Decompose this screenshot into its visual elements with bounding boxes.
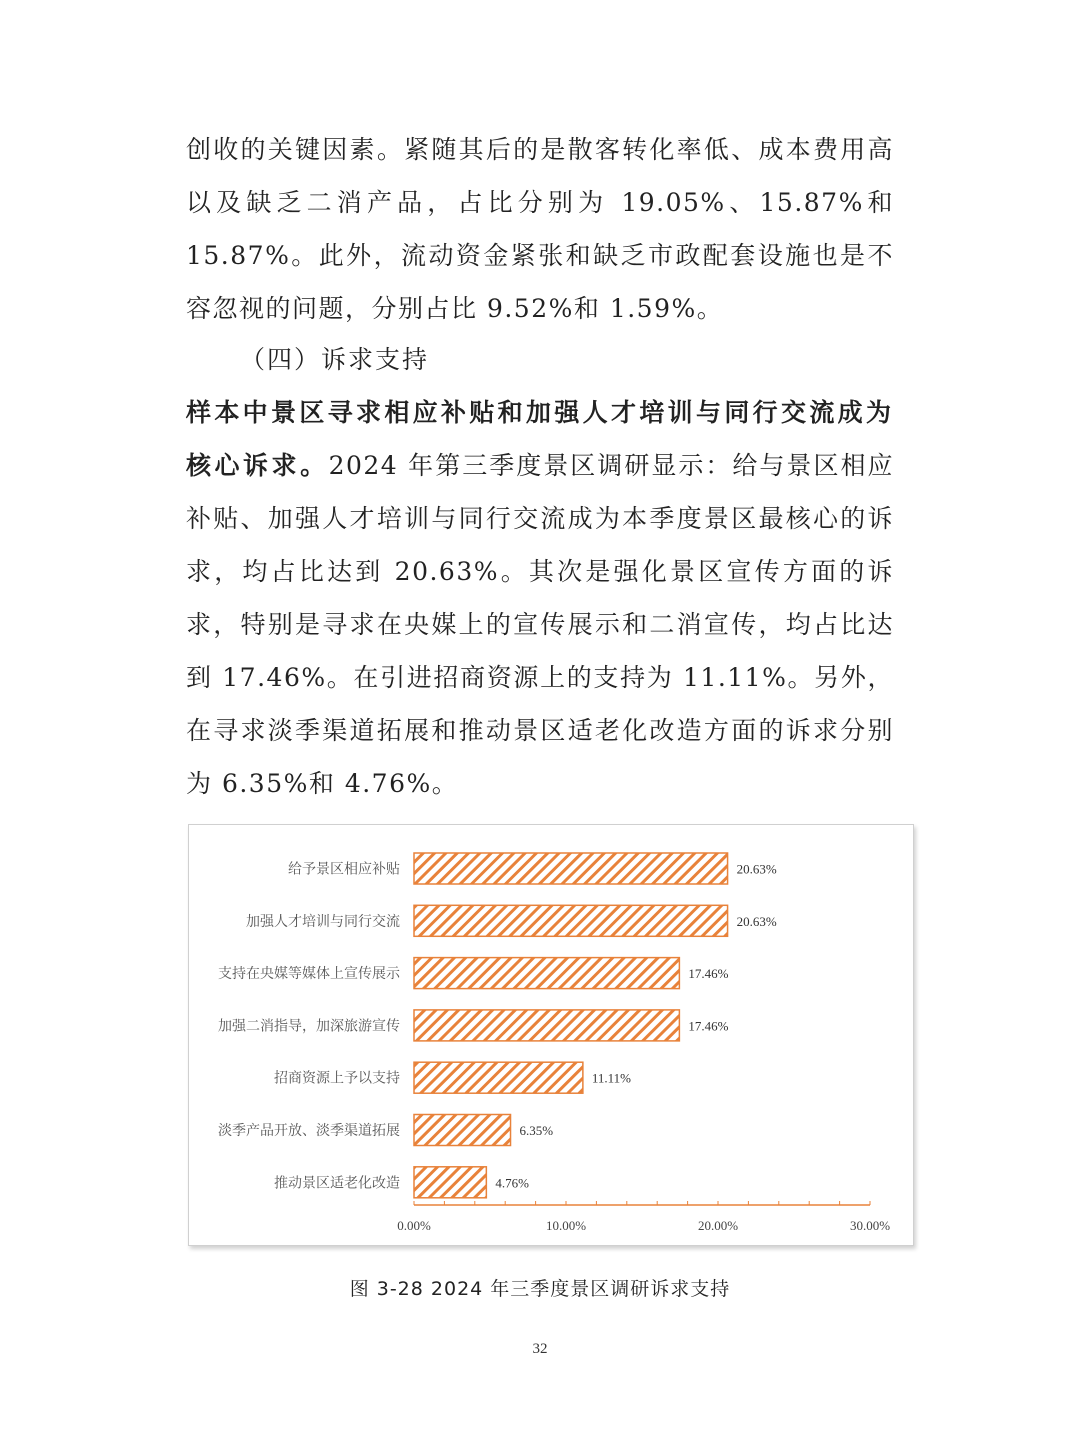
category-label: 加强人才培训与同行交流 bbox=[246, 913, 400, 930]
category-label: 推动景区适老化改造 bbox=[274, 1175, 400, 1192]
x-tick-label: 0.00% bbox=[397, 1218, 431, 1233]
page-number: 32 bbox=[532, 1341, 548, 1357]
data-label: 20.63% bbox=[736, 913, 777, 929]
category-label: 支持在央媒等媒体上宣传展示 bbox=[218, 966, 400, 983]
data-label: 17.46% bbox=[688, 966, 729, 982]
data-label: 6.35% bbox=[519, 1123, 554, 1138]
paragraph-1: 创收的关键因素。紧随其后的是散客转化率低、成本费用高以及缺乏二消产品，占比分别为 19.05%、15.87%和 15.87%。此外，流动资金紧张和缺乏市政配套设施也是不容忽视的问题，分别占比 9.52%和 1.59%。 bbox=[186, 135, 894, 323]
figure-caption: 图 3-28 2024 年三季度景区调研诉求支持 bbox=[349, 1278, 731, 1300]
demand-support-chart bbox=[188, 824, 914, 1246]
chart-svg bbox=[189, 825, 913, 1245]
bar bbox=[414, 1115, 511, 1146]
bar bbox=[414, 1010, 679, 1041]
paragraph-2-body: 2024 年第三季度景区调研显示：给与景区相应补贴、加强人才培训与同行交流成为本季度景区最核心的诉求，均占比达到 20.63%。其次是强化景区宣传方面的诉求，特别是寻求在央媒上的宣传展示和二消宣传，均占比达到 17.46%。在引进招商资源上的支持为 11.11%。另外，在寻求淡季渠道拓展和推动景区适老化改造方面的诉求分别为 6.35%和 4.76%。 bbox=[186, 451, 894, 798]
data-label: 11.11% bbox=[591, 1070, 631, 1086]
bar bbox=[414, 905, 728, 936]
paragraph-2 bbox=[186, 386, 894, 810]
category-label: 淡季产品开放、淡季渠道拓展 bbox=[218, 1123, 400, 1139]
bar bbox=[414, 853, 728, 884]
bar bbox=[414, 958, 679, 989]
section-heading: （四）诉求支持 bbox=[240, 345, 430, 374]
bar bbox=[414, 1062, 583, 1093]
bar bbox=[414, 1167, 486, 1198]
x-tick-label: 10.00% bbox=[545, 1218, 587, 1233]
category-label: 加强二消指导，加深旅游宣传 bbox=[218, 1018, 400, 1035]
x-tick-label: 20.00% bbox=[697, 1218, 739, 1233]
category-label: 给予景区相应补贴 bbox=[288, 861, 400, 878]
data-label: 20.63% bbox=[736, 861, 777, 877]
data-label: 4.76% bbox=[495, 1175, 529, 1191]
paragraph-2-lead: 样本中景区寻求相应补贴和加强人才培训与同行交流成为核心诉求。 bbox=[186, 398, 894, 480]
category-label: 招商资源上予以支持 bbox=[274, 1070, 400, 1087]
x-tick-label: 30.00% bbox=[849, 1218, 891, 1233]
data-label: 17.46% bbox=[688, 1018, 729, 1034]
